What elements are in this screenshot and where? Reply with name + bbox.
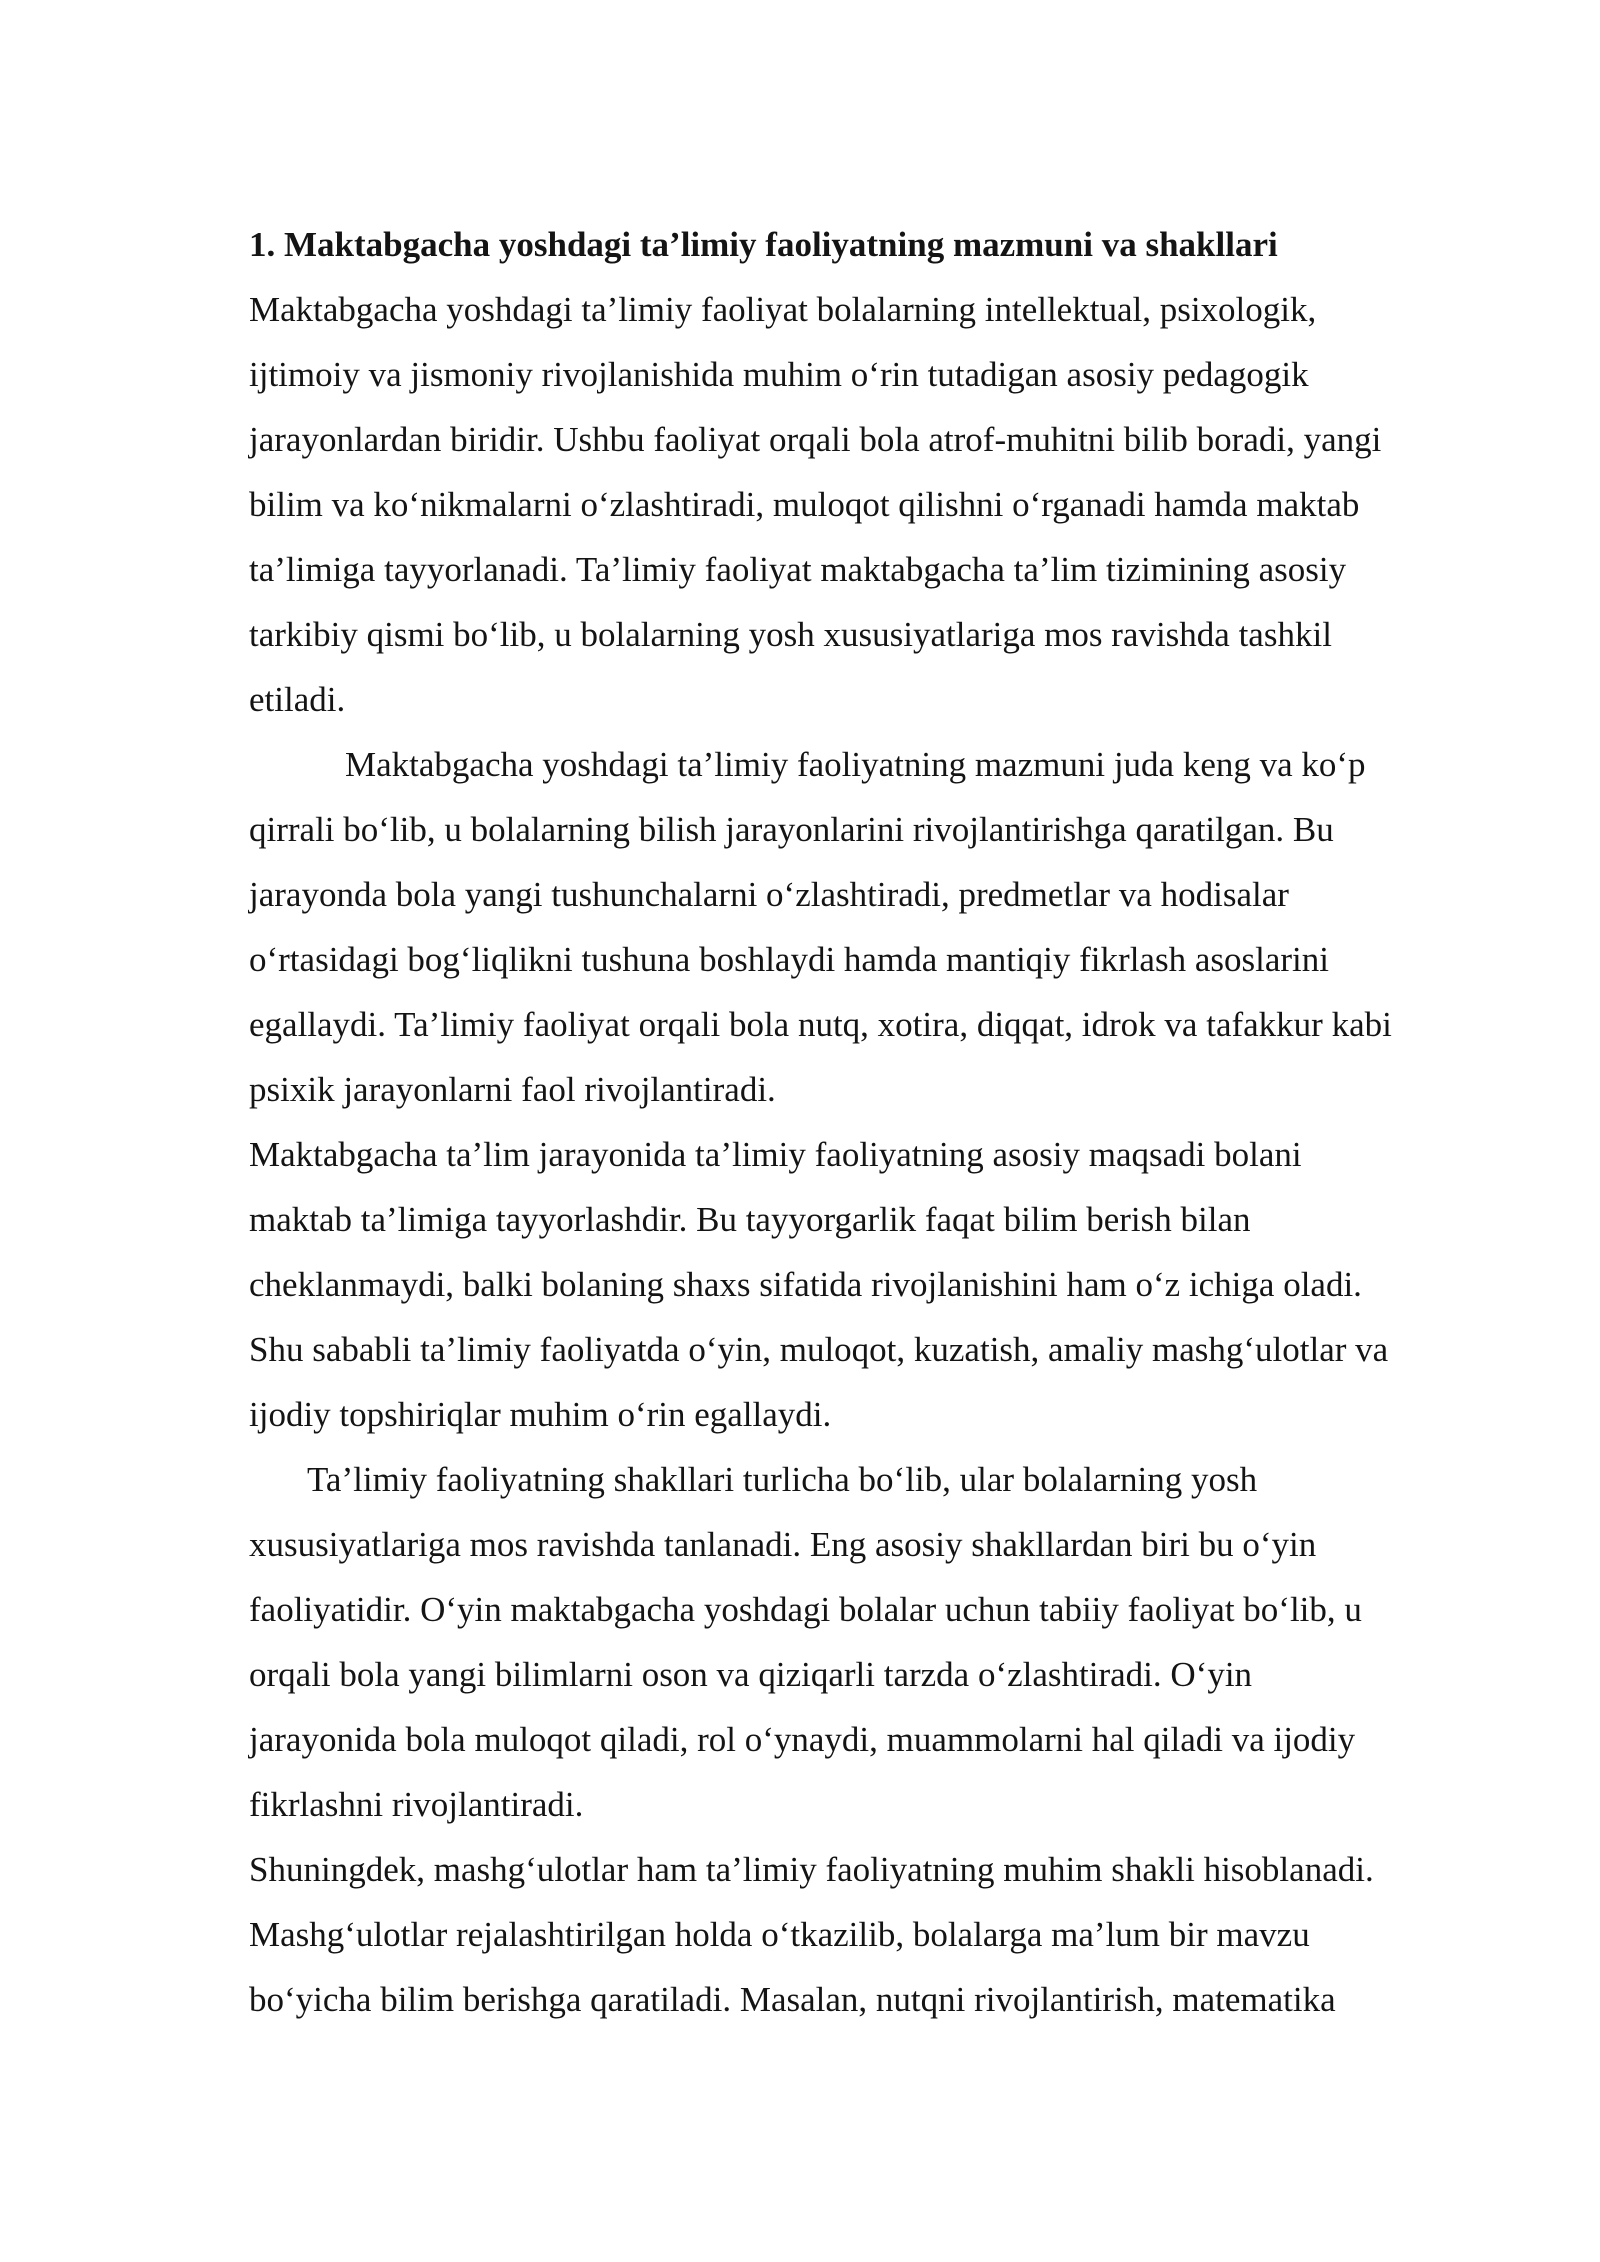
text-line: Mashg‘ulotlar rejalashtirilgan holda o‘tkazilib, bolalarga ma’lum bir mavzu [249, 1915, 1310, 1954]
text-line: ijodiy topshiriqlar muhim o‘rin egallaydi. [249, 1395, 832, 1434]
text-line: Maktabgacha yoshdagi ta’limiy faoliyatning mazmuni juda keng va ko‘p [345, 745, 1366, 784]
text-line: qirrali bo‘lib, u bolalarning bilish jarayonlarini rivojlantirishga qaratilgan. Bu [249, 810, 1334, 849]
document-body [249, 212, 1509, 2032]
text-line: egallaydi. Ta’limiy faoliyat orqali bola nutq, xotira, diqqat, idrok va tafakkur kabi [249, 1005, 1392, 1044]
text-line: bo‘yicha bilim berishga qaratiladi. Masalan, nutqni rivojlantirish, matematika [249, 1980, 1336, 2019]
text-line: o‘rtasidagi bog‘liqlikni tushuna boshlaydi hamda mantiqiy fikrlash asoslarini [249, 940, 1329, 979]
text-line: orqali bola yangi bilimlarni oson va qiziqarli tarzda o‘zlashtiradi. O‘yin [249, 1655, 1253, 1694]
text-line: bilim va ko‘nikmalarni o‘zlashtiradi, muloqot qilishni o‘rganadi hamda maktab [249, 485, 1360, 524]
text-line: Maktabgacha ta’lim jarayonida ta’limiy faoliyatning asosiy maqsadi bolani [249, 1135, 1302, 1174]
text-line: Shu sababli ta’limiy faoliyatda o‘yin, muloqot, kuzatish, amaliy mashg‘ulotlar va [249, 1330, 1389, 1369]
text-line: Maktabgacha yoshdagi ta’limiy faoliyat bolalarning intellektual, psixologik, [249, 290, 1317, 329]
text-line: faoliyatidir. O‘yin maktabgacha yoshdagi bolalar uchun tabiiy faoliyat bo‘lib, u [249, 1590, 1362, 1629]
text-line: tarkibiy qismi bo‘lib, u bolalarning yosh xususiyatlariga mos ravishda tashkil [249, 615, 1332, 654]
text-line: ijtimoiy va jismoniy rivojlanishida muhim o‘rin tutadigan asosiy pedagogik [249, 355, 1309, 394]
text-line: jarayonlardan biridir. Ushbu faoliyat orqali bola atrof-muhitni bilib boradi, yangi [249, 420, 1382, 459]
text-line: jarayonda bola yangi tushunchalarni o‘zlashtiradi, predmetlar va hodisalar [249, 875, 1289, 914]
text-line: ta’limiga tayyorlanadi. Ta’limiy faoliyat maktabgacha ta’lim tizimining asosiy [249, 550, 1347, 589]
text-line: Shuningdek, mashg‘ulotlar ham ta’limiy faoliyatning muhim shakli hisoblanadi. [249, 1850, 1374, 1889]
text-line: Ta’limiy faoliyatning shakllari turlicha bo‘lib, ular bolalarning yosh [307, 1460, 1258, 1499]
text-line: etiladi. [249, 680, 346, 719]
text-line: jarayonida bola muloqot qiladi, rol o‘ynaydi, muammolarni hal qiladi va ijodiy [249, 1720, 1356, 1759]
text-line: fikrlashni rivojlantiradi. [249, 1785, 584, 1824]
text-line: psixik jarayonlarni faol rivojlantiradi. [249, 1070, 776, 1109]
text-line: maktab ta’limiga tayyorlashdir. Bu tayyorgarlik faqat bilim berish bilan [249, 1200, 1251, 1239]
section-heading: 1. Maktabgacha yoshdagi ta’limiy faoliyatning mazmuni va shakllari [249, 225, 1278, 264]
text-line: xususiyatlariga mos ravishda tanlanadi. Eng asosiy shakllardan biri bu o‘yin [249, 1525, 1317, 1564]
text-line: cheklanmaydi, balki bolaning shaxs sifatida rivojlanishini ham o‘z ichiga oladi. [249, 1265, 1362, 1304]
